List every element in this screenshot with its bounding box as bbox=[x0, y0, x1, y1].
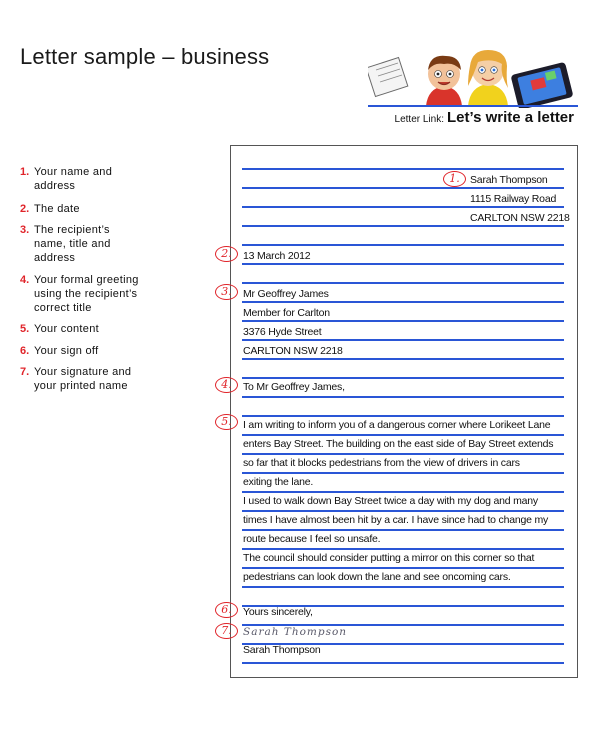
recipient-city: CARLTON NSW 2218 bbox=[243, 345, 343, 357]
key-number: 7. bbox=[20, 366, 30, 378]
ruled-line bbox=[242, 358, 564, 360]
letter-link-heading bbox=[395, 109, 574, 127]
ruled-line bbox=[242, 187, 564, 189]
key-text: Your sign off bbox=[34, 345, 99, 357]
page-title: Letter sample – business bbox=[20, 44, 270, 69]
key-text: The recipient’s name, title and address bbox=[34, 224, 111, 264]
recipient-name: Mr Geoffrey James bbox=[243, 288, 329, 300]
ruled-line bbox=[242, 339, 564, 341]
ruled-line bbox=[242, 548, 564, 550]
ruled-line bbox=[242, 206, 564, 208]
letter-greeting: To Mr Geoffrey James, bbox=[243, 381, 345, 393]
ruled-line bbox=[242, 263, 564, 265]
recipient-title: Member for Carlton bbox=[243, 307, 330, 319]
body-line: pedestrians can look down the lane and see oncoming cars. bbox=[243, 571, 511, 583]
key-number: 2. bbox=[20, 203, 30, 215]
key-number: 5. bbox=[20, 323, 30, 335]
header-underline bbox=[368, 105, 578, 107]
tablet-device-icon bbox=[510, 62, 573, 108]
kids-writing-letter-illustration bbox=[368, 44, 578, 108]
body-line: enters Bay Street. The building on the east side of Bay Street extends bbox=[243, 438, 554, 450]
body-line: I am writing to inform you of a dangerous corner where Lorikeet Lane bbox=[243, 419, 551, 431]
ruled-line bbox=[242, 225, 564, 227]
ruled-line bbox=[242, 453, 564, 455]
letter-parts-key bbox=[20, 165, 220, 395]
sender-city: CARLTON NSW 2218 bbox=[470, 212, 570, 224]
ruled-line bbox=[242, 301, 564, 303]
ruled-line bbox=[242, 320, 564, 322]
letter-link-prefix: Letter Link: bbox=[394, 114, 444, 125]
ruled-line bbox=[242, 434, 564, 436]
ruled-line bbox=[242, 529, 564, 531]
key-item bbox=[20, 223, 220, 273]
ruled-line bbox=[242, 567, 564, 569]
ruled-line bbox=[242, 491, 564, 493]
key-item bbox=[20, 273, 220, 322]
ruled-line bbox=[242, 282, 564, 284]
key-item bbox=[20, 365, 220, 395]
ruled-line bbox=[242, 396, 564, 398]
letter-link-title: Let’s write a letter bbox=[447, 109, 574, 126]
girl-character-icon bbox=[468, 50, 508, 106]
recipient-street: 3376 Hyde Street bbox=[243, 326, 322, 338]
letter-date: 13 March 2012 bbox=[243, 250, 311, 262]
ruled-line bbox=[242, 510, 564, 512]
key-text: Your name and address bbox=[34, 166, 113, 192]
key-text: Your content bbox=[34, 323, 99, 335]
letter-paper-icon bbox=[368, 57, 408, 96]
key-item bbox=[20, 165, 220, 202]
body-line: The council should consider putting a mirror on this corner so that bbox=[243, 552, 535, 564]
body-line: route because I feel so unsafe. bbox=[243, 533, 381, 545]
body-line: times I have almost been hit by a car. I have since had to change my bbox=[243, 514, 549, 526]
boy-character-icon bbox=[426, 56, 462, 106]
ruled-line bbox=[242, 168, 564, 170]
ruled-line bbox=[242, 377, 564, 379]
sender-street: 1115 Railway Road bbox=[470, 193, 557, 205]
marker-2: 2. bbox=[215, 246, 238, 262]
marker-5: 5. bbox=[215, 414, 238, 430]
key-item bbox=[20, 322, 220, 344]
key-text: The date bbox=[34, 203, 80, 215]
key-number: 4. bbox=[20, 274, 30, 286]
key-item bbox=[20, 202, 220, 223]
body-line: exiting the lane. bbox=[243, 476, 314, 488]
marker-3: 3. bbox=[215, 284, 238, 300]
key-text: Your signature and your printed name bbox=[34, 366, 132, 392]
marker-6: 6. bbox=[215, 602, 238, 618]
printed-name: Sarah Thompson bbox=[243, 644, 321, 656]
key-item bbox=[20, 344, 220, 365]
ruled-line bbox=[242, 662, 564, 664]
ruled-line bbox=[242, 472, 564, 474]
key-number: 3. bbox=[20, 224, 30, 236]
key-number: 6. bbox=[20, 345, 30, 357]
ruled-line bbox=[242, 415, 564, 417]
marker-4: 4. bbox=[215, 377, 238, 393]
marker-1: 1. bbox=[443, 171, 466, 187]
ruled-line bbox=[242, 244, 564, 246]
body-line: so far that it blocks pedestrians from the view of drivers in cars bbox=[243, 457, 520, 469]
key-number: 1. bbox=[20, 166, 30, 178]
ruled-line bbox=[242, 586, 564, 588]
sender-name: Sarah Thompson bbox=[470, 174, 548, 186]
body-line: I used to walk down Bay Street twice a day with my dog and many bbox=[243, 495, 538, 507]
marker-7: 7. bbox=[215, 623, 238, 639]
handwritten-signature: Sarah Thompson bbox=[243, 626, 348, 638]
key-text: Your formal greeting using the recipient’s correct title bbox=[34, 274, 139, 314]
letter-signoff: Yours sincerely, bbox=[243, 606, 313, 618]
